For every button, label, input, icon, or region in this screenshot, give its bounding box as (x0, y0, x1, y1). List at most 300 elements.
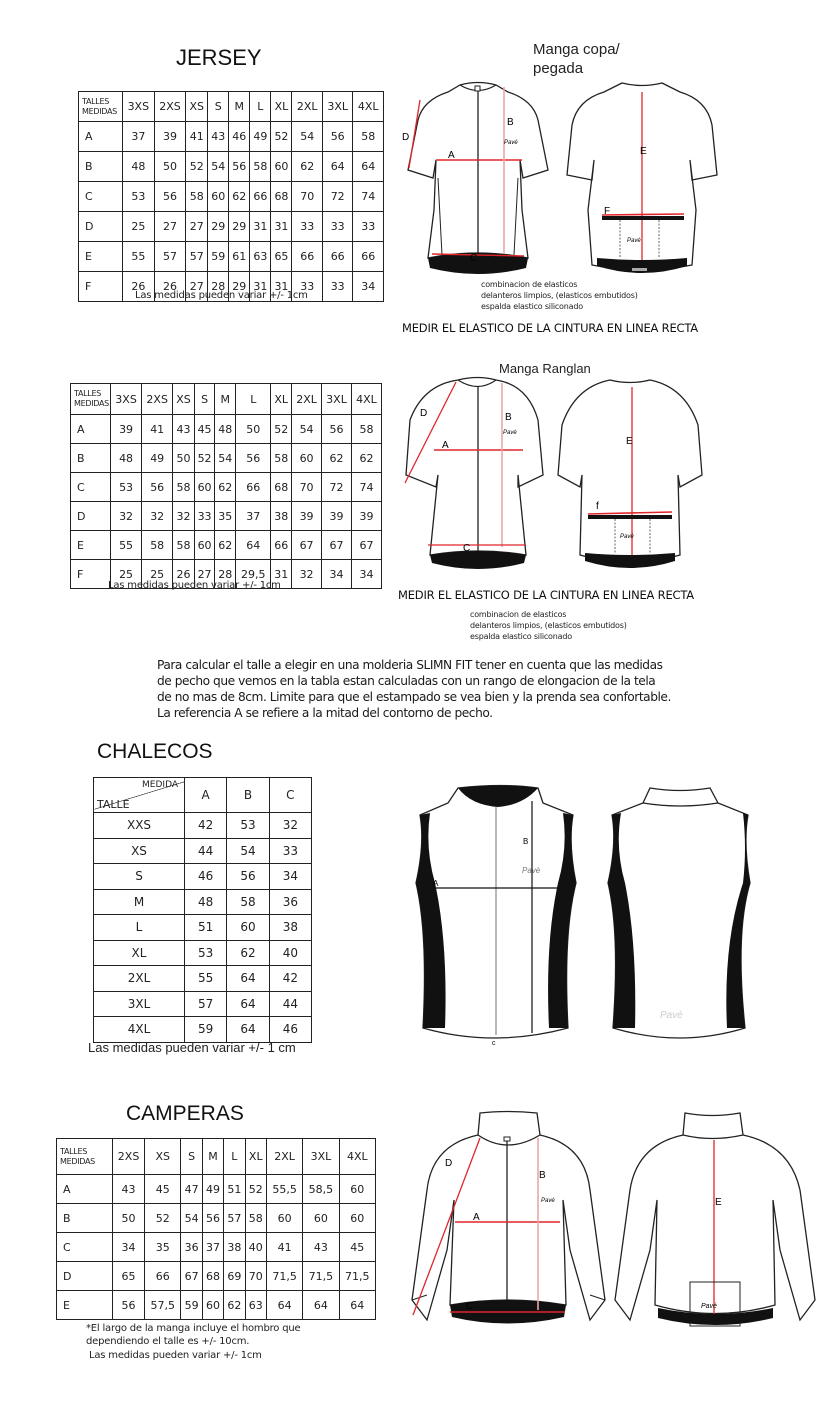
header-medidas: MEDIDAS (82, 106, 117, 116)
measure-line-f (602, 214, 684, 215)
value-cell: 57 (154, 242, 186, 272)
value-cell: 67 (351, 531, 381, 560)
value-cell: 55,5 (266, 1175, 302, 1204)
size-label-cell: XXS (94, 813, 185, 839)
table-row (94, 940, 312, 966)
zipper-pull-icon (475, 86, 480, 91)
header-corner-cell (71, 384, 111, 415)
size-header-cell: 2XL (266, 1139, 302, 1175)
value-cell: 57 (185, 991, 227, 1017)
value-cell: 50 (154, 152, 186, 182)
slim-fit-line: de pecho que vemos en la tabla estan calculadas con un rango de elongacion de la tela (157, 674, 656, 688)
jacket-front-outline (412, 1112, 605, 1321)
value-cell: 27 (186, 272, 208, 302)
value-cell: 47 (181, 1175, 202, 1204)
measure-label-cell: B (79, 152, 123, 182)
value-cell: 55 (123, 242, 155, 272)
measure-label-cell: D (57, 1262, 113, 1291)
value-cell: 56 (322, 122, 352, 152)
pocket-band (602, 216, 684, 220)
value-cell: 67 (322, 531, 352, 560)
value-cell: 31 (271, 212, 292, 242)
value-cell: 64 (322, 152, 352, 182)
value-cell: 64 (339, 1291, 375, 1320)
value-cell: 39 (292, 502, 322, 531)
value-cell: 37 (202, 1233, 223, 1262)
value-cell: 33 (269, 838, 311, 864)
value-cell: 60 (194, 531, 215, 560)
vest-back-diagram (605, 783, 755, 1045)
value-cell: 66 (292, 242, 322, 272)
value-cell: 38 (224, 1233, 245, 1262)
value-cell: 25 (123, 212, 155, 242)
jersey-diagram-title (533, 40, 620, 78)
value-cell: 41 (186, 122, 208, 152)
value-cell: 33 (292, 212, 322, 242)
value-cell: 60 (194, 473, 215, 502)
elastic-note: delanteros limpios, (elasticos embutidos) (470, 621, 627, 630)
value-cell: 58 (227, 889, 269, 915)
footnote-line: *El largo de la manga incluye el hombro que (86, 1323, 301, 1334)
table-header-row (71, 384, 382, 415)
size-header-cell: 3XL (303, 1139, 339, 1175)
value-cell: 25 (111, 560, 142, 589)
value-cell: 60 (271, 152, 292, 182)
value-cell: 55 (185, 966, 227, 992)
size-label-cell: XL (94, 940, 185, 966)
header-corner-cell (57, 1139, 113, 1175)
value-cell: 60 (266, 1204, 302, 1233)
table-row (79, 122, 384, 152)
value-cell: 64 (227, 1017, 269, 1043)
value-cell: 51 (224, 1175, 245, 1204)
measure-label-cell: C (79, 182, 123, 212)
ranglan-front-outline (406, 378, 543, 556)
value-cell: 68 (271, 473, 292, 502)
value-cell: 62 (322, 444, 352, 473)
value-cell: 52 (271, 122, 292, 152)
size-header-cell: 3XL (322, 92, 352, 122)
size-header-cell: XL (271, 92, 292, 122)
brand-logo: Pavé (504, 140, 518, 146)
value-cell: 64 (303, 1291, 339, 1320)
value-cell: 45 (145, 1175, 181, 1204)
value-cell: 62 (292, 152, 322, 182)
header-medida: MEDIDA (142, 780, 178, 790)
size-header-cell: 2XS (142, 384, 173, 415)
value-cell: 59 (181, 1291, 202, 1320)
label-d: D (445, 1158, 453, 1169)
value-cell: 36 (269, 889, 311, 915)
measure-label-cell: D (79, 212, 123, 242)
jacket-front-diagram (410, 1110, 610, 1328)
value-cell: 46 (229, 122, 250, 152)
value-cell: 37 (123, 122, 155, 152)
value-cell: 68 (271, 182, 292, 212)
header-medidas: MEDIDAS (74, 399, 109, 408)
value-cell: 49 (250, 122, 271, 152)
value-cell: 53 (185, 940, 227, 966)
value-cell: 64 (236, 531, 271, 560)
value-cell: 70 (292, 182, 322, 212)
value-cell: 33 (322, 212, 352, 242)
pocket-band (588, 515, 672, 519)
camperas-footnote (86, 1322, 300, 1362)
label-a: A (448, 150, 455, 161)
value-cell: 60 (339, 1175, 375, 1204)
value-cell: 71,5 (303, 1262, 339, 1291)
value-cell: 29 (229, 272, 250, 302)
table-row (71, 473, 382, 502)
value-cell: 42 (185, 813, 227, 839)
value-cell: 56 (113, 1291, 145, 1320)
value-cell: 32 (292, 560, 322, 589)
value-cell: 44 (185, 838, 227, 864)
value-cell: 52 (194, 444, 215, 473)
measure-label-cell: C (57, 1233, 113, 1262)
size-header-cell: 2XS (154, 92, 186, 122)
value-cell: 72 (322, 473, 352, 502)
chalecos-title: CHALECOS (97, 740, 213, 763)
header-talles: TALLES (74, 389, 101, 398)
diagram-title-line2: pegada (533, 60, 584, 77)
slim-fit-line: La referencia A se refiere a la mitad del contorno de pecho. (157, 706, 493, 720)
ranglan-elastic-notes (470, 609, 627, 642)
value-cell: 32 (111, 502, 142, 531)
value-cell: 58 (186, 182, 208, 212)
value-cell: 56 (202, 1204, 223, 1233)
value-cell: 53 (123, 182, 155, 212)
value-cell: 63 (245, 1291, 266, 1320)
value-cell: 67 (181, 1262, 202, 1291)
value-cell: 58 (245, 1204, 266, 1233)
value-cell: 39 (351, 502, 381, 531)
measure-label-cell: A (79, 122, 123, 152)
value-cell: 35 (145, 1233, 181, 1262)
table-row (94, 889, 312, 915)
size-header-cell: 4XL (351, 384, 381, 415)
value-cell: 62 (229, 182, 250, 212)
label-c: C (463, 543, 471, 554)
table-row (71, 415, 382, 444)
measure-label-cell: F (79, 272, 123, 302)
table-row (94, 864, 312, 890)
value-cell: 48 (123, 152, 155, 182)
value-cell: 54 (292, 415, 322, 444)
value-cell: 58 (351, 415, 381, 444)
value-cell: 66 (322, 242, 352, 272)
value-cell: 39 (322, 502, 352, 531)
size-header-cell: M (202, 1139, 223, 1175)
value-cell: 63 (250, 242, 271, 272)
value-cell: 34 (322, 560, 352, 589)
value-cell: 65 (271, 242, 292, 272)
value-cell: 57 (186, 242, 208, 272)
value-cell: 56 (229, 152, 250, 182)
table-row (71, 502, 382, 531)
table-row (79, 212, 384, 242)
table-row (71, 444, 382, 473)
ranglan-size-table (70, 383, 382, 589)
value-cell: 54 (227, 838, 269, 864)
label-a: A (473, 1212, 480, 1223)
value-cell: 44 (269, 991, 311, 1017)
size-label-cell: M (94, 889, 185, 915)
value-cell: 41 (142, 415, 173, 444)
label-e: E (626, 436, 633, 447)
value-cell: 45 (339, 1233, 375, 1262)
chalecos-tolerance-note: Las medidas pueden variar +/- 1 cm (88, 1040, 296, 1055)
label-d: D (402, 132, 410, 143)
value-cell: 72 (322, 182, 352, 212)
measure-label-cell: B (71, 444, 111, 473)
table-row (94, 1017, 312, 1043)
value-cell: 64 (227, 991, 269, 1017)
value-cell: 41 (266, 1233, 302, 1262)
value-cell: 29 (208, 212, 229, 242)
chalecos-size-table (93, 777, 312, 1043)
footnote-line: dependiendo el talle es +/- 10cm. (86, 1336, 250, 1347)
measure-label-cell: D (71, 502, 111, 531)
value-cell: 60 (227, 915, 269, 941)
value-cell: 56 (236, 444, 271, 473)
column-header-cell: A (185, 778, 227, 813)
label-d: D (420, 408, 428, 419)
measure-label-cell: B (57, 1204, 113, 1233)
value-cell: 59 (208, 242, 229, 272)
value-cell: 29,5 (236, 560, 271, 589)
value-cell: 56 (154, 182, 186, 212)
value-cell: 64 (227, 966, 269, 992)
value-cell: 66 (250, 182, 271, 212)
header-corner-cell (94, 778, 185, 813)
label-b: B (539, 1170, 546, 1181)
value-cell: 48 (215, 415, 236, 444)
elastic-note: combinacion de elasticos (481, 280, 578, 289)
value-cell: 52 (271, 415, 292, 444)
measure-label-cell: A (57, 1175, 113, 1204)
value-cell: 34 (113, 1233, 145, 1262)
slim-fit-note (157, 657, 737, 721)
label-b: B (507, 117, 514, 128)
value-cell: 56 (322, 415, 352, 444)
label-a: A (442, 440, 449, 451)
label-b: B (505, 412, 512, 423)
value-cell: 52 (145, 1204, 181, 1233)
value-cell: 60 (292, 444, 322, 473)
value-cell: 49 (202, 1175, 223, 1204)
brand-logo-back: Pavè (660, 1010, 683, 1021)
value-cell: 43 (113, 1175, 145, 1204)
size-header-cell: 2XS (113, 1139, 145, 1175)
value-cell: 36 (181, 1233, 202, 1262)
measure-label-cell: C (71, 473, 111, 502)
brand-logo-back: Pavé (701, 1303, 717, 1310)
jersey-size-table (78, 91, 384, 302)
value-cell: 43 (173, 415, 194, 444)
value-cell: 58 (173, 531, 194, 560)
measure-label-cell: A (71, 415, 111, 444)
value-cell: 39 (154, 122, 186, 152)
label-c: c (492, 1040, 496, 1047)
table-row (94, 915, 312, 941)
size-header-cell: M (229, 92, 250, 122)
value-cell: 33 (292, 272, 322, 302)
camperas-size-table (56, 1138, 376, 1320)
header-corner-cell (79, 92, 123, 122)
size-label-cell: L (94, 915, 185, 941)
value-cell: 54 (208, 152, 229, 182)
jersey-title: JERSEY (176, 45, 262, 70)
table-row (71, 531, 382, 560)
size-label-cell: S (94, 864, 185, 890)
value-cell: 62 (227, 940, 269, 966)
table-header-row (57, 1139, 376, 1175)
value-cell: 33 (322, 272, 352, 302)
measure-label-cell: E (71, 531, 111, 560)
value-cell: 58 (142, 531, 173, 560)
value-cell: 25 (142, 560, 173, 589)
value-cell: 46 (185, 864, 227, 890)
value-cell: 50 (173, 444, 194, 473)
value-cell: 69 (224, 1262, 245, 1291)
size-header-cell: L (224, 1139, 245, 1175)
value-cell: 46 (269, 1017, 311, 1043)
ranglan-front-hem (430, 551, 526, 569)
value-cell: 57 (224, 1204, 245, 1233)
value-cell: 33 (194, 502, 215, 531)
value-cell: 27 (154, 212, 186, 242)
value-cell: 58 (250, 152, 271, 182)
jersey-front-diagram (398, 80, 548, 275)
value-cell: 26 (123, 272, 155, 302)
value-cell: 42 (269, 966, 311, 992)
value-cell: 31 (271, 560, 292, 589)
size-header-cell: XS (145, 1139, 181, 1175)
value-cell: 70 (245, 1262, 266, 1291)
size-header-cell: 3XL (322, 384, 352, 415)
size-header-cell: 4XL (353, 92, 384, 122)
value-cell: 38 (269, 915, 311, 941)
brand-logo-back: Pavé (627, 238, 641, 244)
value-cell: 71,5 (339, 1262, 375, 1291)
value-cell: 70 (292, 473, 322, 502)
size-label-cell: 2XL (94, 966, 185, 992)
elastic-note: combinacion de elasticos (470, 610, 567, 619)
value-cell: 28 (215, 560, 236, 589)
value-cell: 54 (292, 122, 322, 152)
value-cell: 31 (250, 272, 271, 302)
value-cell: 64 (353, 152, 384, 182)
label-a: A (433, 879, 439, 888)
table-row (57, 1175, 376, 1204)
table-row (79, 182, 384, 212)
size-header-cell: L (236, 384, 271, 415)
table-header-row (94, 778, 312, 813)
size-header-cell: XL (245, 1139, 266, 1175)
size-header-cell: XS (173, 384, 194, 415)
value-cell: 58 (353, 122, 384, 152)
value-cell: 62 (215, 531, 236, 560)
value-cell: 53 (227, 813, 269, 839)
value-cell: 31 (271, 272, 292, 302)
header-talle: TALLE (97, 798, 130, 811)
value-cell: 39 (111, 415, 142, 444)
value-cell: 64 (266, 1291, 302, 1320)
table-row (57, 1204, 376, 1233)
value-cell: 34 (351, 560, 381, 589)
value-cell: 66 (145, 1262, 181, 1291)
value-cell: 43 (303, 1233, 339, 1262)
brand-logo-back: Pavé (620, 534, 634, 540)
value-cell: 26 (173, 560, 194, 589)
value-cell: 27 (186, 212, 208, 242)
value-cell: 65 (113, 1262, 145, 1291)
table-row (79, 242, 384, 272)
size-label-cell: 3XL (94, 991, 185, 1017)
table-row (57, 1291, 376, 1320)
value-cell: 49 (142, 444, 173, 473)
value-cell: 52 (245, 1175, 266, 1204)
value-cell: 66 (236, 473, 271, 502)
measure-label-cell: F (71, 560, 111, 589)
ranglan-waist-instruction: MEDIR EL ELASTICO DE LA CINTURA EN LINEA RECTA (398, 588, 694, 602)
value-cell: 60 (339, 1204, 375, 1233)
size-label-cell: XS (94, 838, 185, 864)
value-cell: 66 (271, 531, 292, 560)
size-header-cell: 2XL (292, 92, 322, 122)
value-cell: 60 (202, 1291, 223, 1320)
size-header-cell: 2XL (292, 384, 322, 415)
size-header-cell: S (194, 384, 215, 415)
value-cell: 45 (194, 415, 215, 444)
table-row (94, 838, 312, 864)
size-header-cell: XS (186, 92, 208, 122)
value-cell: 37 (236, 502, 271, 531)
size-label-cell: 4XL (94, 1017, 185, 1043)
elastic-note: espalda elastico siliconado (481, 302, 583, 311)
header-talles: TALLES (60, 1146, 87, 1156)
label-e: E (715, 1197, 722, 1208)
value-cell: 48 (111, 444, 142, 473)
value-cell: 52 (186, 152, 208, 182)
reflective-tab (632, 268, 647, 271)
label-c: C (466, 1301, 474, 1312)
jersey-tolerance-note: Las medidas pueden variar +/- 1cm (135, 290, 308, 301)
table-row (94, 966, 312, 992)
value-cell: 34 (353, 272, 384, 302)
value-cell: 62 (215, 473, 236, 502)
value-cell: 29 (229, 212, 250, 242)
value-cell: 57,5 (145, 1291, 181, 1320)
ranglan-front-diagram (398, 375, 548, 570)
value-cell: 34 (269, 864, 311, 890)
ranglan-back-hem (585, 553, 675, 568)
value-cell: 48 (185, 889, 227, 915)
slim-fit-line: Para calcular el talle a elegir en una molderia SLIMN FIT tener en cuenta que las medidas (157, 658, 663, 672)
size-header-cell: L (250, 92, 271, 122)
jersey-waist-instruction: MEDIR EL ELASTICO DE LA CINTURA EN LINEA RECTA (402, 321, 698, 335)
value-cell: 35 (215, 502, 236, 531)
value-cell: 74 (351, 473, 381, 502)
jacket-back-outline (615, 1113, 815, 1320)
value-cell: 32 (269, 813, 311, 839)
size-header-cell: M (215, 384, 236, 415)
elastic-note: espalda elastico siliconado (470, 632, 572, 641)
camperas-tolerance-note: Las medidas pueden variar +/- 1cm (89, 1350, 262, 1361)
brand-logo: Pavè (522, 866, 541, 875)
value-cell: 40 (269, 940, 311, 966)
